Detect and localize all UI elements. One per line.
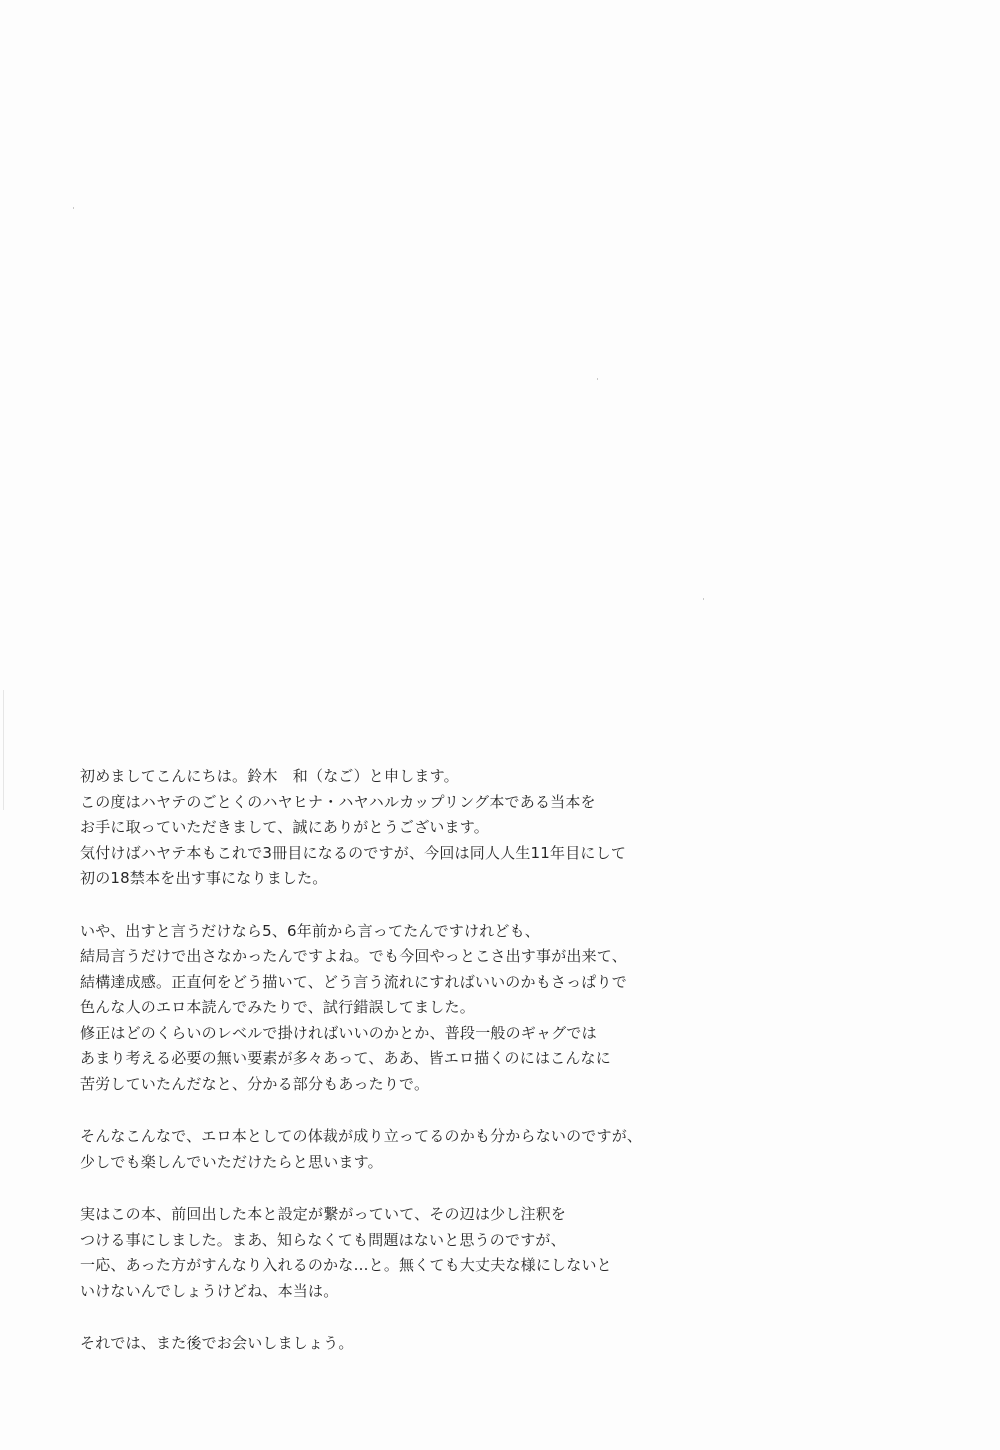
text-line: いや、出すと言うだけなら5、6年前から言ってたんですけれども、 bbox=[80, 921, 540, 940]
text-line: いけないんでしょうけどね、本当は。 bbox=[80, 1281, 339, 1300]
paragraph-hope bbox=[80, 1124, 680, 1175]
text-line: 結局言うだけで出さなかったんですよね。でも今回やっとこさ出す事が出来て、 bbox=[80, 947, 627, 965]
text-line: そんなこんなで、エロ本としての体裁が成り立ってるのかも分からないのですが、 bbox=[80, 1127, 643, 1145]
paragraph-background bbox=[80, 919, 680, 1098]
text-line: 一応、あった方がすんなり入れるのかな…と。無くても大丈夫な様にしないと bbox=[80, 1256, 612, 1274]
paper-speck bbox=[597, 378, 598, 380]
page-edge-shadow bbox=[3, 690, 4, 810]
text-line: 修正はどのくらいのレベルで掛ければいいのかとか、普段一般のギャグでは bbox=[80, 1023, 597, 1042]
paper-speck bbox=[73, 207, 74, 209]
text-line: 結構達成感。正直何をどう描いて、どう言う流れにすればいいのかもさっぱりで bbox=[80, 972, 627, 991]
paragraph-greeting bbox=[80, 764, 680, 892]
paragraph-notes bbox=[80, 1202, 680, 1304]
paper-speck bbox=[703, 598, 704, 600]
text-line: それでは、また後でお会いしましょう。 bbox=[80, 1334, 354, 1352]
text-line: 少しでも楽しんでいただけたらと思います。 bbox=[80, 1152, 383, 1171]
text-line: 気付けばハヤテ本もこれで3冊目になるのですが、今回は同人人生11年目にして bbox=[80, 843, 627, 862]
paragraph-closing bbox=[80, 1331, 680, 1357]
text-line: つける事にしました。まあ、知らなくても問題はないと思うのですが、 bbox=[80, 1230, 566, 1249]
text-line: お手に取っていただきまして、誠にありがとうございます。 bbox=[80, 818, 489, 836]
text-line: 初の18禁本を出す事になりました。 bbox=[80, 869, 328, 887]
afterword-text bbox=[80, 764, 680, 1384]
text-line: 色んな人のエロ本読んでみたりで、試行錯誤してました。 bbox=[80, 998, 475, 1016]
text-line: 実はこの本、前回出した本と設定が繋がっていて、その辺は少し注釈を bbox=[80, 1205, 567, 1223]
text-line: 苦労していたんだなと、分かる部分もあったりで。 bbox=[80, 1074, 430, 1093]
text-line: あまり考える必要の無い要素が多々あって、ああ、皆エロ描くのにはこんなに bbox=[80, 1049, 611, 1067]
text-line: この度はハヤテのごとくのハヤヒナ・ハヤハルカップリング本である当本を bbox=[80, 792, 596, 811]
text-line: 初めましてこんにちは。鈴木 和（なご）と申します。 bbox=[80, 767, 459, 785]
